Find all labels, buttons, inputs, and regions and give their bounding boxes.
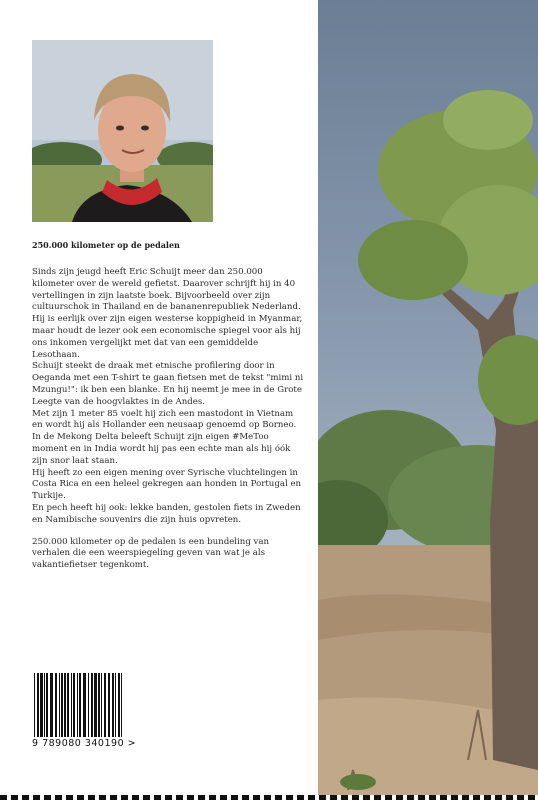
dashed-border [0,795,538,800]
barcode-bar [55,673,57,737]
barcode-bar [37,673,39,737]
barcode-bar [121,673,122,737]
barcode-bar [83,673,86,737]
barcode-bar [98,673,100,737]
barcode-bar [104,673,106,737]
barcode-bar [61,673,63,737]
author-portrait-image [32,40,213,222]
baobab-landscape-image [318,0,538,795]
blurb-paragraph: Sinds zijn jeugd heeft Eric Schuijt meer dan 250.000 kilometer over de wereld gefietst. Daarover schrijft hij in 40 vertellingen in zijn laatste boek. Bijvoorbeeld over zijn cultuurschok in Thailand en de bananenrepubliek Nederland. Hij is eerlijk over zijn eigen westerse koppigheid in Myanmar, maar houdt de lezer ook een economische spiegel voor als hij ons inkomen vergelijkt met dat van een gemiddelde Lesothaan. [32,267,303,360]
barcode-bar [101,673,102,737]
barcode-bar [77,673,78,737]
barcode-bar [46,673,48,737]
barcode-bar [112,673,114,737]
blurb-paragraph: Schuijt steekt de draak met etnische profilering door in Oeganda met een T-shirt te gaan fietsen met de tekst "mimi ni Mzungu!": ik ben een blanke. En hij neemt je mee in de Grote Leegte van de hoogvlaktes in de Andes. [32,361,304,407]
landscape-photo [318,0,538,795]
blurb-text [32,267,306,572]
barcode-bar [94,673,97,737]
barcode-bar [67,673,69,737]
blurb-paragraph: En pech heeft hij ook: lekke banden, gestolen fiets in Zweden en Namibische souvenirs die zijn huis opvreten. [32,502,301,525]
barcode-bar [108,673,110,737]
barcode-bar [50,673,53,737]
barcode-bar [91,673,93,737]
barcode [32,673,124,737]
barcode-bar [71,673,72,737]
barcode-bar [44,673,45,737]
isbn-number: 9 789080 340190 > [32,738,137,749]
barcode-bar [118,673,120,737]
barcode-bar [88,673,89,737]
barcode-bar [59,673,60,737]
barcode-bar [40,673,43,737]
blurb-paragraph: Hij heeft zo een eigen mening over Syrische vluchtelingen in Costa Rica en een heleel gekregen aan honden in Portugal en Turkije. [32,467,302,502]
blurb-closing: 250.000 kilometer op de pedalen is een bundeling van verhalen die een weerspiegeling geven van wat je als vakantiefietser tegenkomt. [32,536,270,571]
barcode-bar [115,673,116,737]
blurb-paragraph: Met zijn 1 meter 85 voelt hij zich een mastodont in Vietnam en wordt hij als Hollander een neusaap genoemd op Borneo. In de Mekong Delta beleeft Schuijt zijn eigen #MeToo moment en in India wordt hij pas een echte man als hij óók zijn snor laat staan. [32,408,297,466]
barcode-bar [34,673,35,737]
author-photo [32,40,213,222]
barcode-bar [64,673,66,737]
barcode-bar [73,673,75,737]
blurb-heading: 250.000 kilometer op de pedalen [32,240,180,250]
barcode-bar [79,673,81,737]
